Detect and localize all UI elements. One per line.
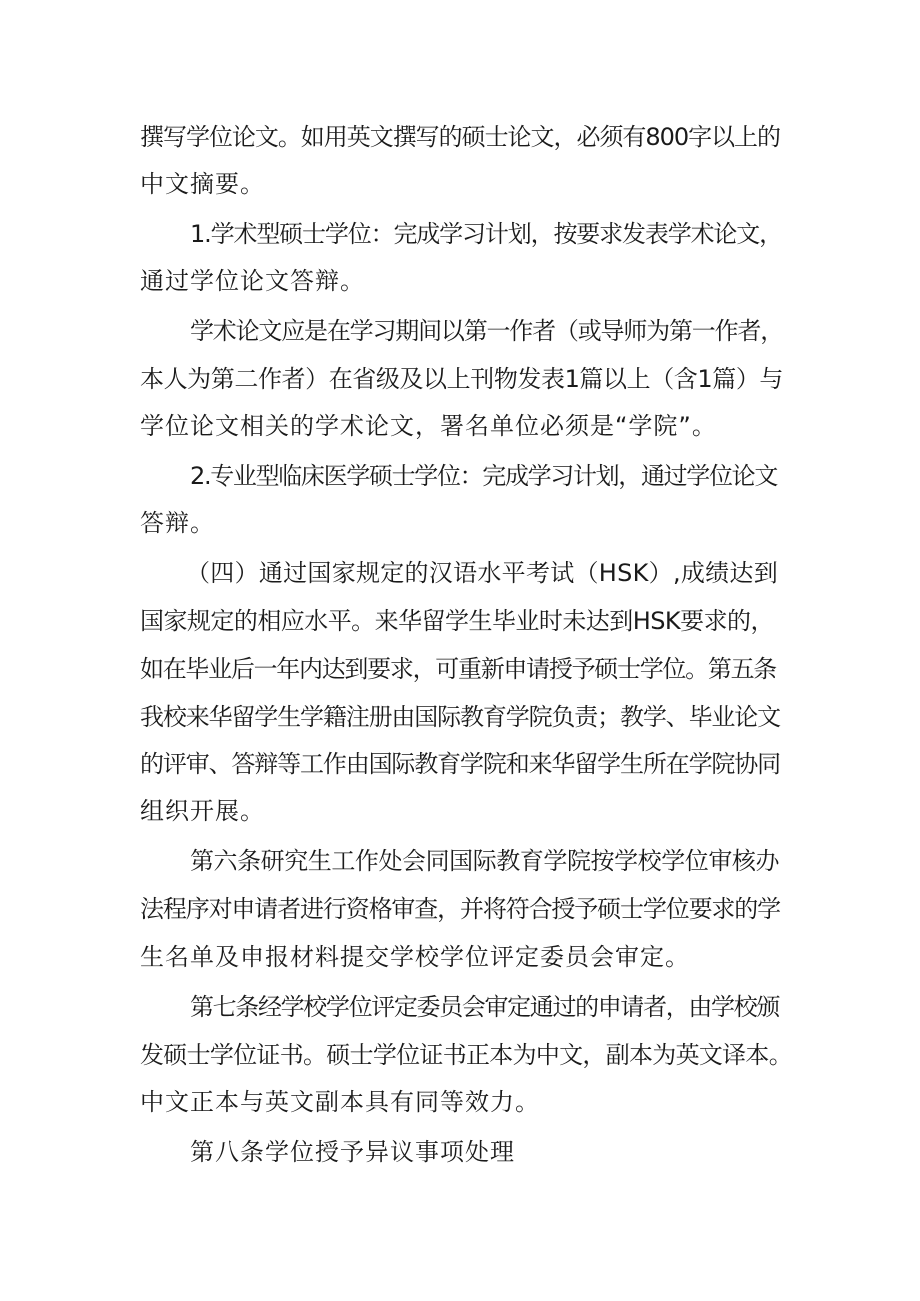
text-line: 本人为第二作者）在省级及以上刊物发表1篇以上（含1篇）与 xyxy=(140,365,783,393)
text-line: 的评审、答辩等工作由国际教育学院和来华留学生所在学院协同 xyxy=(140,750,780,778)
text-line: 第八条学位授予异议事项处理 xyxy=(190,1138,515,1166)
text-line: 答辩。 xyxy=(140,509,215,537)
text-line: 第六条研究生工作处会同国际教育学院按学校学位审核办 xyxy=(190,847,779,875)
text-line: 如在毕业后一年内达到要求，可重新申请授予硕士学位。第五条 xyxy=(140,655,776,683)
text-line: 2.专业型临床医学硕士学位：完成学习计划，通过学位论文 xyxy=(190,462,777,490)
text-line: 国家规定的相应水平。来华留学生毕业时未达到HSK要求的， xyxy=(140,607,774,635)
text-line: 学术论文应是在学习期间以第一作者（或导师为第一作者， xyxy=(190,317,783,345)
text-line: 通过学位论文答辩。 xyxy=(140,267,365,295)
text-line: 中文摘要。 xyxy=(140,170,265,198)
text-line: 第七条经学校学位评定委员会审定通过的申请者，由学校颁 xyxy=(190,993,779,1021)
text-line: 学位论文相关的学术论文，署名单位必须是“学院”。 xyxy=(140,412,717,440)
text-line: 撰写学位论文。如用英文撰写的硕士论文，必须有800字以上的 xyxy=(140,123,780,151)
text-line: 发硕士学位证书。硕士学位证书正本为中文，副本为英文译本。 xyxy=(140,1041,792,1069)
text-line: 我校来华留学生学籍注册由国际教育学院负责；教学、毕业论文 xyxy=(140,703,780,731)
text-line: 组织开展。 xyxy=(140,797,265,825)
text-line: 生名单及申报材料提交学校学位评定委员会审定。 xyxy=(140,943,690,971)
text-line: 1.学术型硕士学位：完成学习计划，按要求发表学术论文， xyxy=(190,220,782,248)
text-line: （四）通过国家规定的汉语水平考试（HSK）,成绩达到 xyxy=(186,559,778,587)
text-line: 中文正本与英文副本具有同等效力。 xyxy=(140,1088,540,1116)
text-line: 法程序对申请者进行资格审查，并将符合授予硕士学位要求的学 xyxy=(140,895,780,923)
